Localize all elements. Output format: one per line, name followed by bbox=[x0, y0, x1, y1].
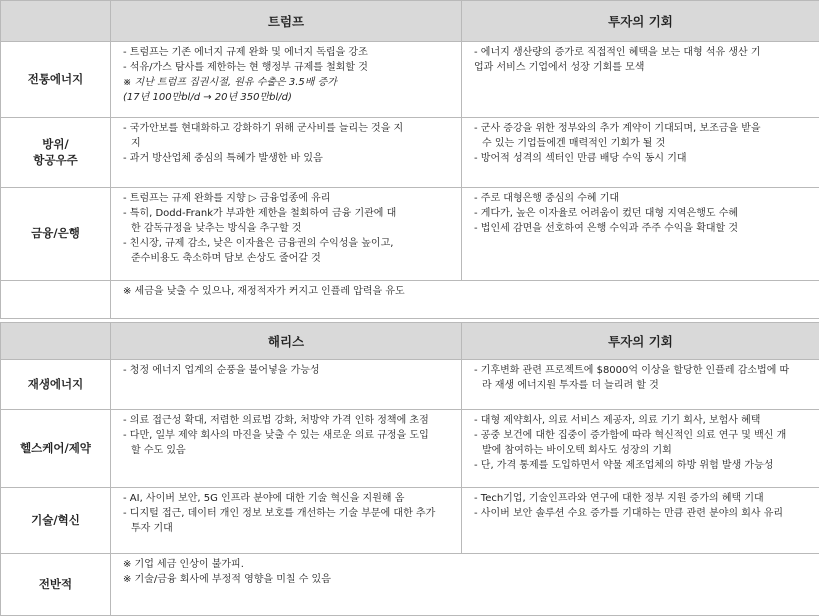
policy-cell bbox=[111, 554, 819, 616]
opportunity-cell bbox=[462, 188, 819, 281]
table-row bbox=[1, 118, 819, 188]
policy-note: ※ 기술/금융 회사에 부정적 영향을 미칠 수 있음 bbox=[123, 574, 331, 585]
table-row bbox=[1, 42, 819, 118]
policy-line: - 다만, 일부 제약 회사의 마진을 낮출 수 있는 새로운 의료 규정을 도입 bbox=[123, 430, 429, 441]
opportunity-line: - 법인세 감면을 선호하여 은행 수익과 주주 수익을 확대할 것 bbox=[474, 223, 739, 234]
header-trump: 트럼프 bbox=[111, 1, 462, 42]
table-row bbox=[1, 410, 819, 488]
policy-line: - 석유/가스 탐사를 제한하는 현 행정부 규제를 철회할 것 bbox=[123, 62, 368, 73]
policy-cell bbox=[111, 410, 462, 488]
opportunity-line: - 기후변화 관련 프로젝트에 $8000억 이상을 할당한 인플레 감소법에 따 bbox=[474, 365, 790, 376]
policy-line: - 국가안보를 현대화하고 강화하기 위해 군사비를 늘리는 것을 지 bbox=[123, 123, 404, 134]
policy-line: 투자 기대 bbox=[131, 523, 173, 534]
section1-header-row bbox=[1, 1, 819, 42]
policy-cell bbox=[111, 42, 462, 118]
opportunity-line: 수 있는 기업들에겐 매력적인 기회가 될 것 bbox=[482, 138, 666, 149]
note-row bbox=[1, 281, 819, 319]
policy-line: - 트럼프는 기존 에너지 규제 완화 및 에너지 독립을 강조 bbox=[123, 47, 368, 58]
row-category: 재생에너지 bbox=[1, 360, 111, 410]
policy-line: 지 bbox=[131, 138, 141, 149]
header-harris: 해리스 bbox=[111, 323, 462, 360]
opportunity-line: 업과 서비스 기업에서 성장 기회를 모색 bbox=[474, 62, 645, 73]
policy-cell bbox=[111, 188, 462, 281]
opportunity-line: - 방어적 성격의 섹터인 만큼 배당 수익 동시 기대 bbox=[474, 153, 687, 164]
policy-line: - 청정 에너지 업계의 순풍을 불어넣을 가능성 bbox=[123, 365, 320, 376]
policy-line: 한 감독규정을 낮추는 방식을 추구할 것 bbox=[131, 223, 302, 234]
policy-line: - 의료 접근성 확대, 저렴한 의료법 강화, 처방약 가격 인하 정책에 초점 bbox=[123, 415, 429, 426]
policy-note: ※ 지난 트럼프 집권시절, 원유 수출은 3.5배 증가 bbox=[123, 77, 337, 88]
policy-cell bbox=[111, 360, 462, 410]
policy-cell bbox=[111, 488, 462, 554]
row-category: 기술/혁신 bbox=[1, 488, 111, 554]
table-row bbox=[1, 360, 819, 410]
note-blank-cell bbox=[1, 281, 111, 319]
opportunity-line: 라 재생 에너지원 투자를 더 늘리려 할 것 bbox=[482, 380, 659, 391]
opportunity-line: - Tech기업, 기술인프라와 연구에 대한 정부 지원 증가의 혜택 기대 bbox=[474, 493, 764, 504]
opportunity-line: - 군사 증강을 위한 정부와의 추가 계약이 기대되며, 보조금을 받을 bbox=[474, 123, 761, 134]
opportunity-cell bbox=[462, 488, 819, 554]
opportunity-cell bbox=[462, 118, 819, 188]
row-category: 헬스케어/제약 bbox=[1, 410, 111, 488]
policy-line: - 특히, Dodd-Frank가 부과한 제한을 철회하여 금융 기관에 대 bbox=[123, 208, 397, 219]
policy-line: - AI, 사이버 보안, 5G 인프라 분야에 대한 기술 혁신을 지원해 옴 bbox=[123, 493, 405, 504]
header-opportunity: 투자의 기회 bbox=[462, 323, 819, 360]
policy-line: - 친시장, 규제 감소, 낮은 이자율은 금융권의 수익성을 높이고, bbox=[123, 238, 394, 249]
table-row bbox=[1, 488, 819, 554]
policy-cell bbox=[111, 118, 462, 188]
policy-note: ※ 기업 세금 인상이 불가피. bbox=[123, 559, 244, 570]
header-corner bbox=[1, 1, 111, 42]
row-category: 방위/ 항공우주 bbox=[1, 118, 111, 188]
policy-line: - 디지털 접근, 데이터 개인 정보 보호를 개선하는 기술 부문에 대한 추가 bbox=[123, 508, 436, 519]
header-corner bbox=[1, 323, 111, 360]
policy-line: - 트럼프는 규제 완화를 지향 ▷ 금융업종에 유리 bbox=[123, 193, 331, 204]
opportunity-cell bbox=[462, 410, 819, 488]
header-opportunity: 투자의 기회 bbox=[462, 1, 819, 42]
opportunity-cell bbox=[462, 360, 819, 410]
table-row bbox=[1, 554, 819, 616]
note-cell bbox=[111, 281, 819, 319]
section2-header-row bbox=[1, 323, 819, 360]
row-category: 금융/은행 bbox=[1, 188, 111, 281]
policy-note: (17년 100만bl/d → 20년 350만bl/d) bbox=[123, 92, 292, 103]
policy-line: 할 수도 있음 bbox=[131, 445, 186, 456]
row-category: 전통에너지 bbox=[1, 42, 111, 118]
opportunity-line: - 공중 보건에 대한 집중이 증가함에 따라 혁신적인 의료 연구 및 백신 개 bbox=[474, 430, 787, 441]
policy-line: 준수비용도 축소하며 담보 손상도 줄어갈 것 bbox=[131, 253, 321, 264]
row-category: 전반적 bbox=[1, 554, 111, 616]
opportunity-cell bbox=[462, 42, 819, 118]
opportunity-line: - 사이버 보안 솔루션 수요 증가를 기대하는 만큼 관련 분야의 회사 유리 bbox=[474, 508, 784, 519]
opportunity-line: - 주로 대형은행 중심의 수혜 기대 bbox=[474, 193, 620, 204]
tax-note: ※ 세금을 낮출 수 있으나, 재정적자가 커지고 인플레 압력을 유도 bbox=[123, 286, 405, 297]
opportunity-line: - 단, 가격 통제를 도입하면서 약물 제조업체의 하방 위험 발생 가능성 bbox=[474, 460, 774, 471]
opportunity-line: 발에 참여하는 바이오텍 회사도 성장의 기회 bbox=[482, 445, 672, 456]
policy-line: - 과거 방산업체 중심의 특혜가 발생한 바 있음 bbox=[123, 153, 323, 164]
opportunity-line: - 대형 제약회사, 의료 서비스 제공자, 의료 기기 회사, 보험사 혜택 bbox=[474, 415, 761, 426]
table-row bbox=[1, 188, 819, 281]
opportunity-line: - 에너지 생산량의 증가로 직접적인 혜택을 보는 대형 석유 생산 기 bbox=[474, 47, 761, 58]
opportunity-line: - 게다가, 높은 이자율로 어려움이 컸던 대형 지역은행도 수혜 bbox=[474, 208, 739, 219]
